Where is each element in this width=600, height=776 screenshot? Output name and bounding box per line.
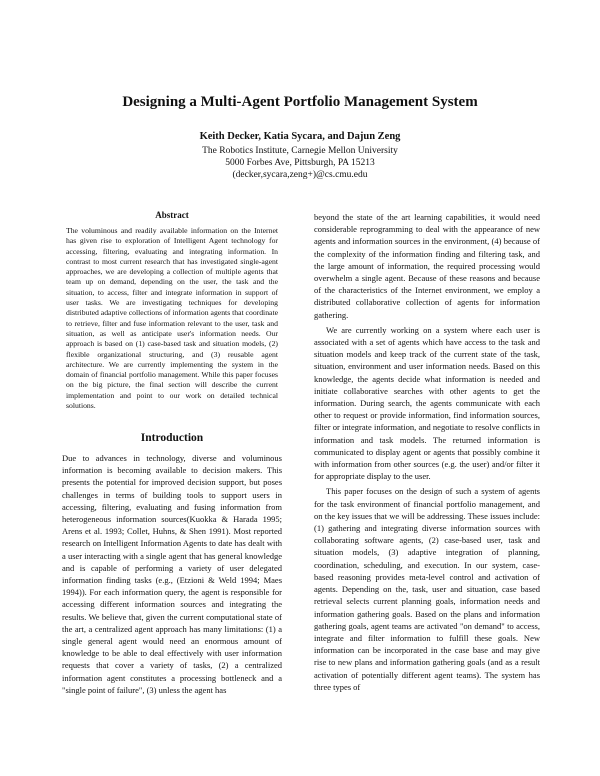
affiliation-institution: The Robotics Institute, Carnegie Mellon University	[202, 146, 398, 156]
right-column	[314, 211, 540, 693]
introduction-paragraph: Due to advances in technology, diverse and voluminous information is becoming available to decision makers. This presents the potential for improved decision support, but poses challenges in terms of building tools to support users in accessing, filtering, evaluating and fusing information from heterogeneous information sources(Kuokka & Harada 1995; Arens et al. 1993; Collet, Huhns, & Shen 1991). Most reported research on Intelligent Information Agents to date has dealt with a user interacting with a single agent that has general knowledge and is capable of performing a variety of user delegated information finding tasks (e.g., (Etzioni & Weld 1994; Maes 1994)). For each information query, the agent is responsible for accessing different information sources and integrating the results. We believe that, given the current computational state of the art, a centralized agent approach has many limitations: (1) a single general agent would need an enormous amount of knowledge to be able to deal effectively with user information requests that cover a variety of tasks, (2) a centralized information agent constitutes a processing bottleneck and a "single point of failure", (3) unless the agent has	[62, 453, 282, 695]
abstract-text: The voluminous and readily available information on the Internet has given rise to exploration of Intelligent Agent technology for accessing, filtering, evaluating and integrating information. In contrast to most current research that has investigated single-agent approaches, we are developing a collection of multiple agents that team up on demand, depending on the user, the task and the situation, to access, filter and integrate information in support of user tasks. We are investigating techniques for developing distributed adaptive collections of information agents that coordinate to retrieve, filter and fuse information relevant to the user, task and situation, as well as anticipate user's information needs. Our approach is based on (1) case-based task and situation models, (2) flexible organizational structuring, and (3) reusable agent architecture. We are currently implementing the system in the domain of financial portfolio management. While this paper focuses on the big picture, the final section will describe the current implementation and point to our work on detailed technical solutions.	[66, 226, 278, 411]
paper-authors: Keith Decker, Katia Sycara, and Dajun Zeng	[199, 131, 401, 142]
abstract-body	[66, 226, 278, 411]
affiliation-email: (decker,sycara,zeng+)@cs.cmu.edu	[232, 170, 368, 180]
paper-title: Designing a Multi-Agent Portfolio Management System	[122, 94, 478, 110]
affiliation-address: 5000 Forbes Ave, Pittsburgh, PA 15213	[225, 158, 375, 168]
introduction-body	[62, 452, 282, 696]
right-paragraph-1: beyond the state of the art learning capabilities, it would need considerable reprogramming to deal with the appearance of new agents and information sources in the environment, (4) because of the complexity of the information finding and filtering task, and the large amount of information, the required processing would overwhelm a single agent. Because of these reasons and because of the characteristics of the Internet environment, we employ a distributed collaborative collection of agents for information gathering.	[314, 212, 540, 320]
right-paragraph-3: This paper focuses on the design of such a system of agents for the task environment of financial portfolio management, and on the key issues that we will be addressing. These issues include: (1) gathering and integrating diverse information sources with collaborating software agents, (2) case-based user, task and situation models, (3) adaptive integration of planning, coordination, scheduling, and execution. In our system, case-based reasoning provides meta-level control and activation of agents. Depending on the, task, user and situation, case based retrieval selects current planning goals, information needs and information gathering goals. Based on the plans and information gathering goals, agent teams are activated "on demand" to access, integrate and filter information to fulfill these goals. New information can be incorporated in the case base and may give rise to new plans and information gathering goals (and as a result activation of potentially different agent teams). The system has three types of	[314, 486, 540, 692]
introduction-heading: Introduction	[140, 432, 204, 444]
abstract-heading: Abstract	[155, 210, 189, 220]
right-paragraph-2: We are currently working on a system where each user is associated with a set of agents which have access to the task and situation models and keep track of the current state of the task, situation, environment and user information needs. Based on this knowledge, the agents decide what information is needed and initiate collaborative searches with other agents to get the information. During search, the agents communicate with each other to request or provide information, find information sources, filter or integrate information, and negotiate to resolve conflicts in information and task models. The returned information is communicated to display agent or agents that possibly combine it with information from other sources (e.g. the user) and/or filter it for appropriate display to the user.	[314, 324, 540, 482]
